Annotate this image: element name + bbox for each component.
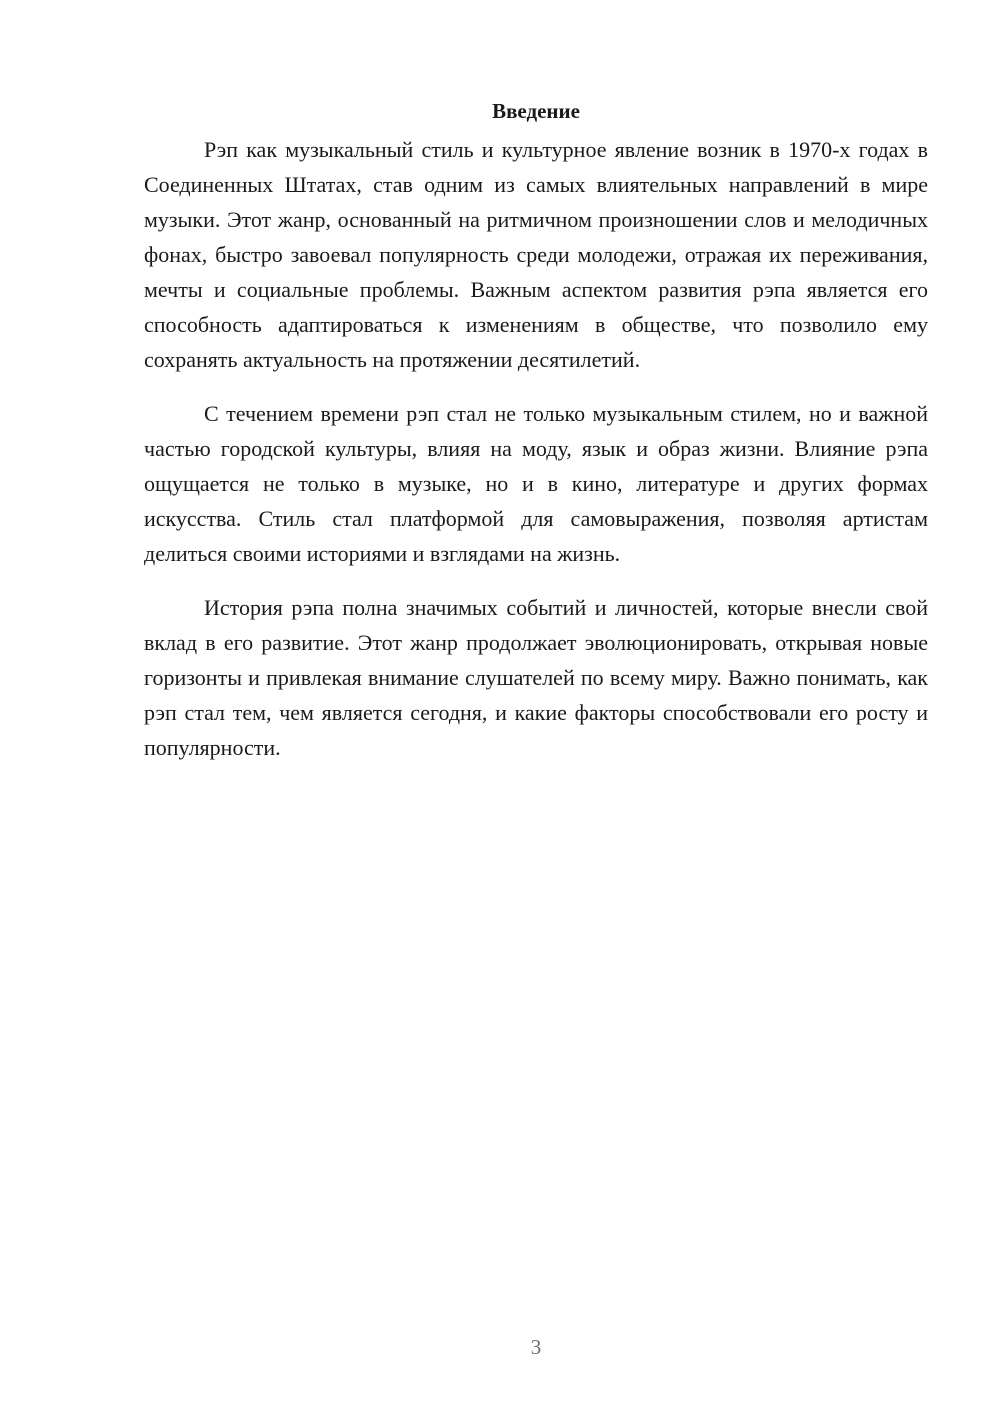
paragraph-2: С течением времени рэп стал не только музыкальным стилем, но и важной частью городской культуры, влияя на моду, язык и образ жизни. Влияние рэпа ощущается не только в музыке, но и в кино, литературе и других формах искусства. Стиль стал платформой для самовыражения, позволяя артистам делиться своими историями и взглядами на жизнь. — [144, 401, 928, 566]
paragraph-1: Рэп как музыкальный стиль и культурное явление возник в 1970-х годах в Соединенных Штатах, став одним из самых влиятельных направлений в мире музыки. Этот жанр, основанный на ритмичном произношении слов и мелодичных фонах, быстро завоевал популярность среди молодежи, отражая их переживания, мечты и социальные проблемы. Важным аспектом развития рэпа является его способность адаптироваться к изменениям в обществе, что позволило ему сохранять актуальность на протяжении десятилетий. — [144, 137, 928, 372]
section-title: Введение — [492, 99, 580, 123]
page-number: 3 — [530, 1335, 542, 1359]
paragraph-3: История рэпа полна значимых событий и личностей, которые внесли свой вклад в его развитие. Этот жанр продолжает эволюционировать, открывая новые горизонты и привлекая внимание слушателей по всему миру. Важно понимать, как рэп стал тем, чем является сегодня, и какие факторы способствовали его росту и популярности. — [144, 595, 928, 760]
page-content — [144, 96, 928, 784]
